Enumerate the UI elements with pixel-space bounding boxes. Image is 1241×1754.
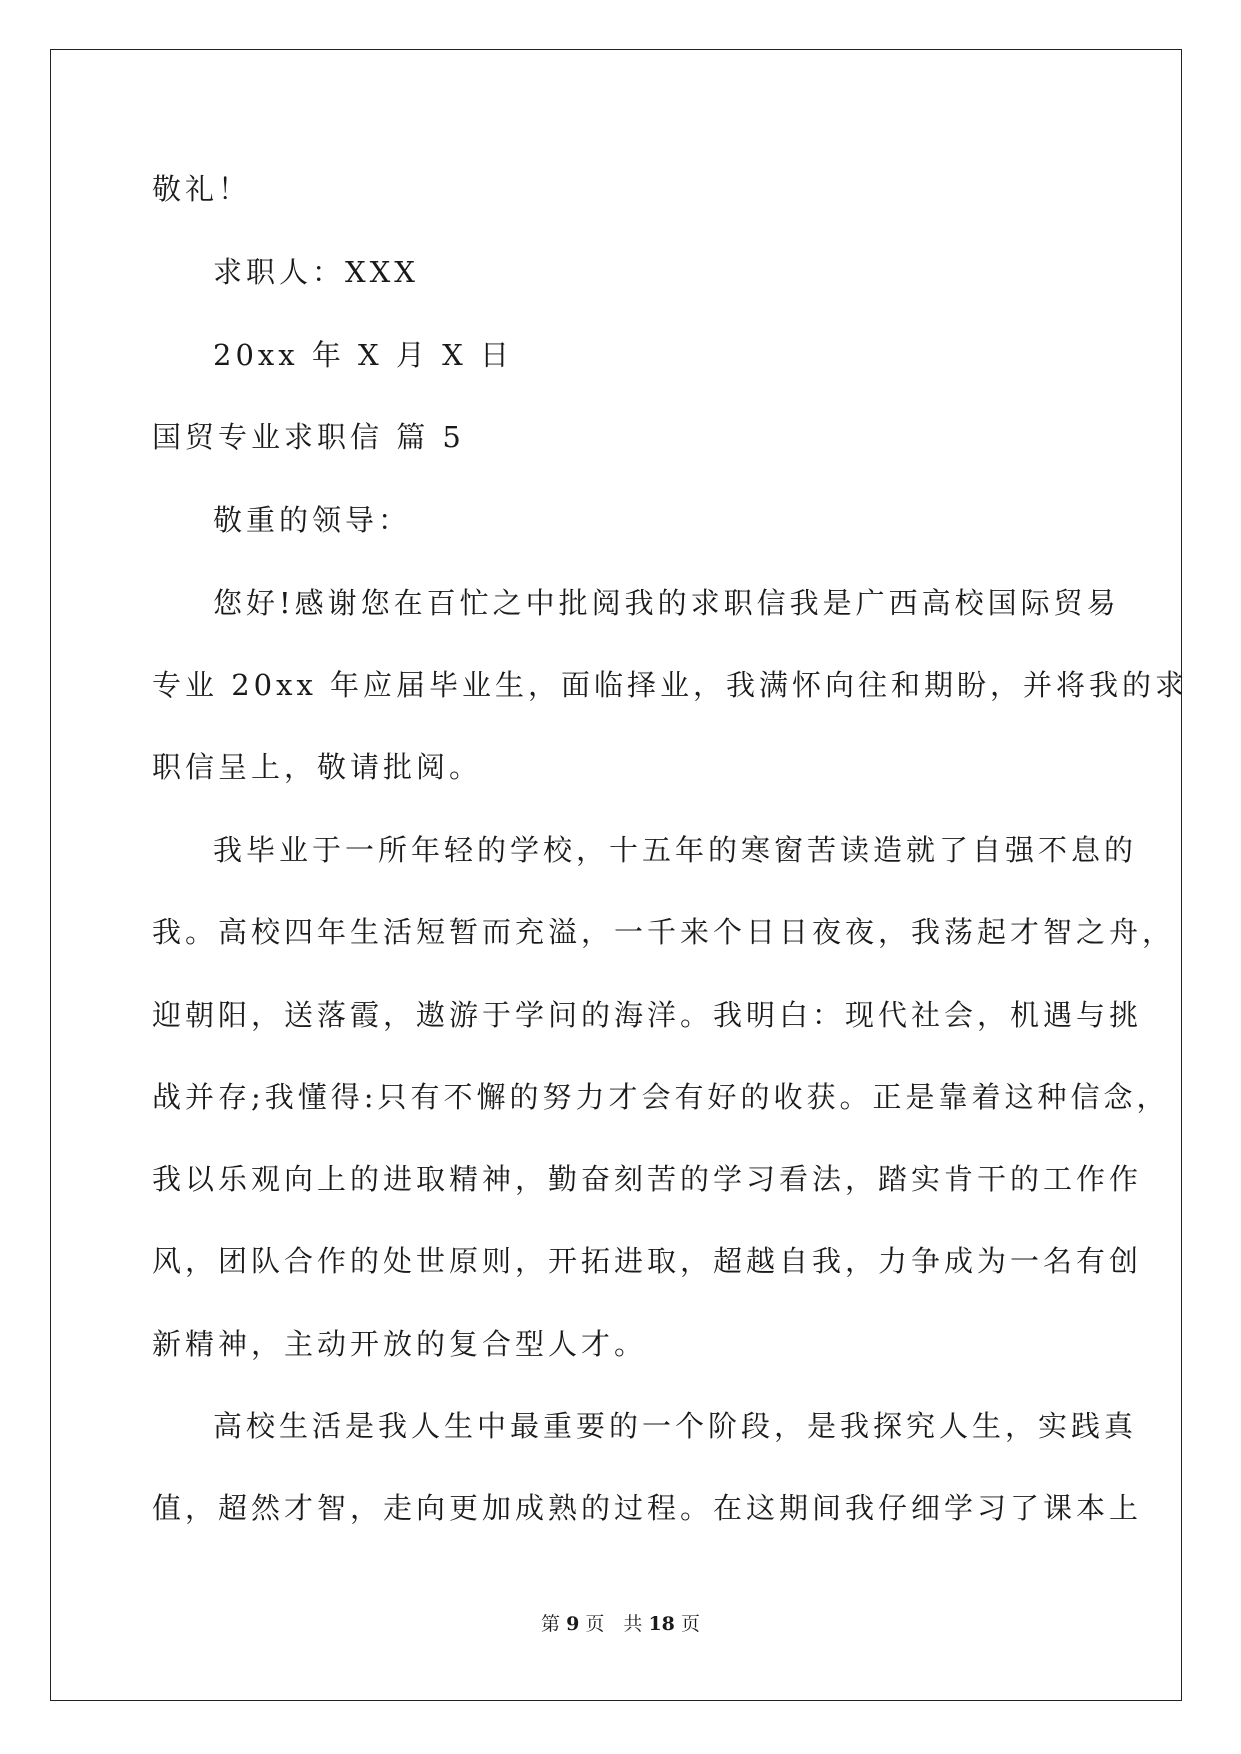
paragraph-line: 战并存;我懂得:只有不懈的努力才会有好的收获。正是靠着这种信念， — [152, 1080, 1170, 1114]
total-page-number: 18 — [648, 1613, 675, 1635]
greeting: 敬重的领导： — [213, 503, 412, 537]
paragraph-line: 值，超然才智，走向更加成熟的过程。在这期间我仔细学习了课本上 — [152, 1491, 1143, 1525]
letter-date: 20xx 年 X 月 X 日 — [213, 338, 513, 372]
applicant-signature: 求职人：XXX — [213, 255, 419, 289]
paragraph-line: 我。高校四年生活短暂而充溢，一千来个日日夜夜，我荡起才智之舟， — [152, 915, 1176, 949]
section-title: 国贸专业求职信 篇 5 — [152, 420, 465, 454]
paragraph-line: 职信呈上，敬请批阅。 — [152, 750, 483, 784]
current-page-number: 9 — [566, 1613, 580, 1635]
paragraph-line: 我毕业于一所年轻的学校，十五年的寒窗苦读造就了自强不息的 — [213, 833, 1138, 867]
paragraph-line: 我以乐观向上的进取精神，勤奋刻苦的学习看法，踏实肯干的工作作 — [152, 1162, 1143, 1196]
paragraph-line: 新精神，主动开放的复合型人才。 — [152, 1327, 648, 1361]
closing-salutation: 敬礼！ — [152, 172, 252, 206]
page-footer — [0, 1612, 1241, 1636]
paragraph-line: 风，团队合作的处世原则，开拓进取，超越自我，力争成为一名有创 — [152, 1244, 1143, 1278]
paragraph-line: 迎朝阳，送落霞，遨游于学问的海洋。我明白：现代社会，机遇与挑 — [152, 998, 1143, 1032]
paragraph-line: 高校生活是我人生中最重要的一个阶段，是我探究人生，实践真 — [213, 1409, 1138, 1443]
footer-suffix: 页 — [680, 1613, 700, 1635]
footer-mid: 页 共 — [585, 1613, 643, 1635]
paragraph-line: 您好!感谢您在百忙之中批阅我的求职信我是广西高校国际贸易 — [213, 586, 1120, 620]
page-border — [50, 49, 1182, 1701]
footer-prefix: 第 — [541, 1613, 561, 1635]
paragraph-line: 专业 20xx 年应届毕业生，面临择业，我满怀向往和期盼，并将我的求 — [152, 668, 1189, 702]
